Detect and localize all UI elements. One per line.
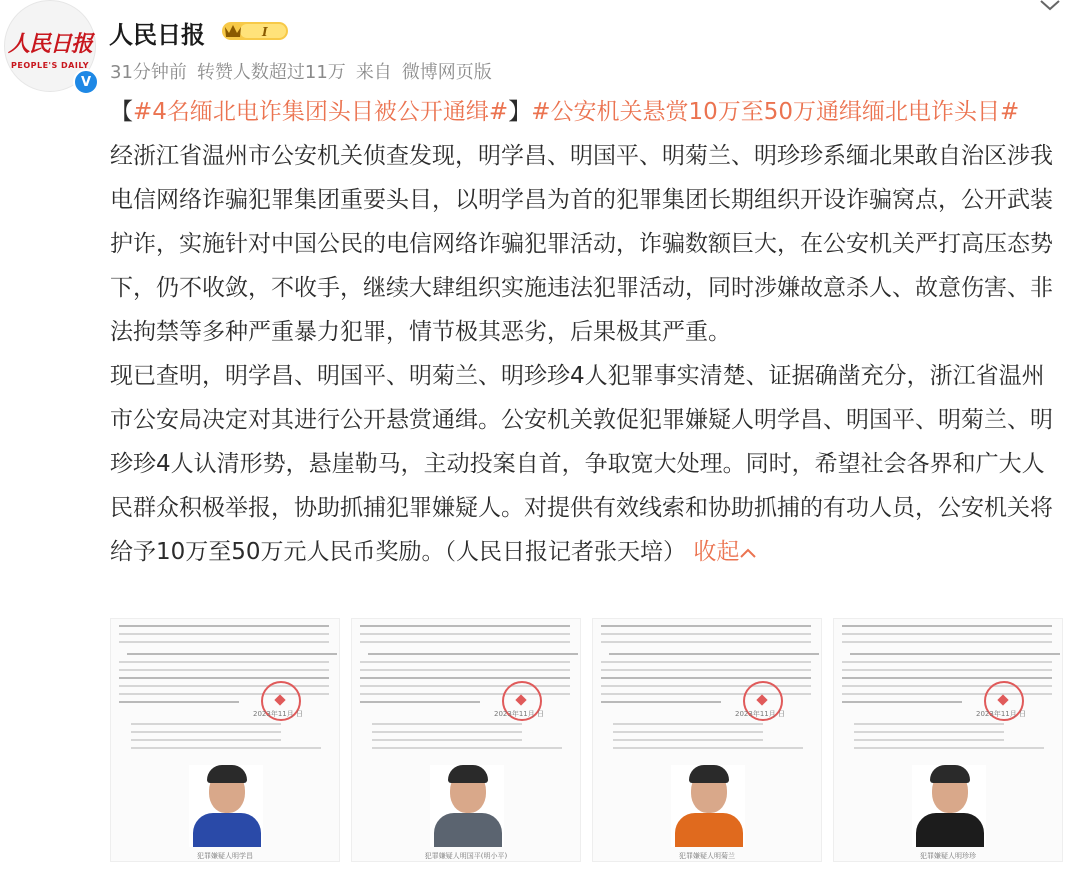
post-time[interactable]: 31分钟前 [110, 62, 187, 83]
notice-text-line [119, 677, 329, 679]
notice-text-line [842, 633, 1052, 635]
source-link[interactable]: 微博网页版 [401, 62, 492, 83]
notice-text-line [368, 653, 578, 655]
notice-text-line [842, 701, 962, 703]
notice-text-line [842, 625, 1052, 627]
notice-text-line [119, 661, 329, 663]
notice-text-line [119, 633, 329, 635]
notice-text-line [850, 653, 1060, 655]
notice-text-line [609, 653, 819, 655]
contact-text-line [131, 747, 321, 749]
notice-text-line [601, 625, 811, 627]
notice-text-line [360, 701, 480, 703]
avatar[interactable] [4, 0, 96, 92]
notice-text-line [842, 669, 1052, 671]
notice-text-line [601, 685, 811, 687]
suspect-photo [189, 765, 263, 847]
contact-text-line [613, 739, 763, 741]
username[interactable]: 人民日报 [109, 21, 205, 49]
notice-text-line [360, 685, 570, 687]
notice-text-line [842, 677, 1052, 679]
image-thumbnail[interactable] [592, 618, 822, 862]
notice-text-line [360, 641, 570, 643]
collapse-button[interactable]: 收起 [693, 539, 757, 565]
notice-text-line [842, 641, 1052, 643]
notice-text-line [360, 625, 570, 627]
headline-bracket-close: 】 [508, 99, 532, 125]
notice-text-line [119, 641, 329, 643]
photo-caption: 犯罪嫌疑人明菊兰 [679, 852, 735, 860]
contact-text-line [854, 747, 1044, 749]
post-headline [110, 90, 1065, 134]
contact-text-line [131, 723, 281, 725]
seal-date: 2023年11月 日 [735, 710, 785, 718]
suspect-photo [671, 765, 745, 847]
contact-text-line [131, 731, 281, 733]
notice-text-line [360, 677, 570, 679]
notice-text-line [119, 669, 329, 671]
source-prefix: 来自 [355, 62, 392, 83]
notice-text-line [119, 685, 329, 687]
notice-text-line [601, 669, 811, 671]
post-meta [110, 58, 492, 84]
notice-text-line [601, 701, 721, 703]
notice-text-line [360, 633, 570, 635]
post-paragraph-1: 经浙江省温州市公安机关侦查发现，明学昌、明国平、明菊兰、明珍珍系缅北果敢自治区涉我电信网络诈骗犯罪集团重要头目，以明学昌为首的犯罪集团长期组织开设诈骗窝点，公开武装护诈，实施针对中国公民的电信网络诈骗犯罪活动，诈骗数额巨大，在公安机关严打高压态势下，仍不收敛，不收手，继续大肆组织实施违法犯罪活动，同时涉嫌故意杀人、故意伤害、非法拘禁等多种严重暴力犯罪，情节极其恶劣，后果极其严重。 [110, 143, 1053, 345]
paragraph-2-text: 现已查明，明学昌、明国平、明菊兰、明珍珍4人犯罪事实清楚、证据确凿充分，浙江省温州市公安局决定对其进行公开悬赏通缉。公安机关敦促犯罪嫌疑人明学昌、明国平、明菊兰、明珍珍4人认清形势，悬崖勒马，主动投案自首，争取宽大处理。同时，希望社会各界和广大人民群众积极举报，协助抓捕犯罪嫌疑人。对提供有效线索和协助抓捕的有功人员，公安机关将给予10万至50万元人民币奖励。（人民日报记者张天培） [110, 363, 1053, 565]
suspect-photo [912, 765, 986, 847]
notice-text-line [842, 685, 1052, 687]
notice-text-line [842, 661, 1052, 663]
topic-link-1[interactable]: #4名缅北电诈集团头目被公开通缉# [133, 99, 509, 125]
notice-text-line [601, 677, 811, 679]
contact-text-line [372, 739, 522, 741]
contact-text-line [613, 747, 803, 749]
contact-text-line [372, 747, 562, 749]
logo-text: 人民日报 [7, 30, 92, 57]
photo-caption: 犯罪嫌疑人明国平(明小平) [424, 852, 508, 860]
topic-link-2[interactable]: #公安机关悬赏10万至50万通缉缅北电诈头目# [531, 99, 1020, 125]
contact-text-line [854, 723, 1004, 725]
notice-text-line [601, 633, 811, 635]
contact-text-line [131, 739, 281, 741]
suspect-photo [430, 765, 504, 847]
image-thumbnail[interactable] [833, 618, 1063, 862]
post-content [110, 90, 1065, 574]
logo-subtext: PEOPLE'S DAILY [10, 60, 89, 70]
notice-text-line [360, 669, 570, 671]
notice-text-line [360, 661, 570, 663]
contact-text-line [854, 731, 1004, 733]
contact-text-line [613, 731, 763, 733]
post-paragraph-2 [110, 354, 1065, 574]
photo-caption: 犯罪嫌疑人明学昌 [197, 852, 253, 860]
image-thumbnail[interactable] [351, 618, 581, 862]
headline-bracket-open: 【 [110, 99, 133, 125]
image-thumbnail[interactable] [110, 618, 340, 862]
contact-text-line [372, 731, 522, 733]
notice-text-line [119, 625, 329, 627]
notice-text-line [119, 701, 239, 703]
image-grid [110, 618, 1065, 868]
notice-text-line [601, 641, 811, 643]
notice-text-line [601, 661, 811, 663]
seal-date: 2023年11月 日 [253, 710, 303, 718]
contact-text-line [372, 723, 522, 725]
chevron-down-icon[interactable] [1038, 0, 1062, 19]
verified-icon: V [73, 69, 99, 95]
photo-caption: 犯罪嫌疑人明珍珍 [920, 852, 976, 860]
seal-date: 2023年11月 日 [494, 710, 544, 718]
contact-text-line [854, 739, 1004, 741]
chevron-up-icon [739, 546, 757, 560]
vip-badge-icon[interactable] [222, 20, 290, 42]
seal-date: 2023年11月 日 [976, 710, 1026, 718]
notice-text-line [127, 653, 337, 655]
vip-level: I [262, 25, 268, 39]
contact-text-line [613, 723, 763, 725]
repost-count: 转赞人数超过11万 [196, 62, 346, 83]
